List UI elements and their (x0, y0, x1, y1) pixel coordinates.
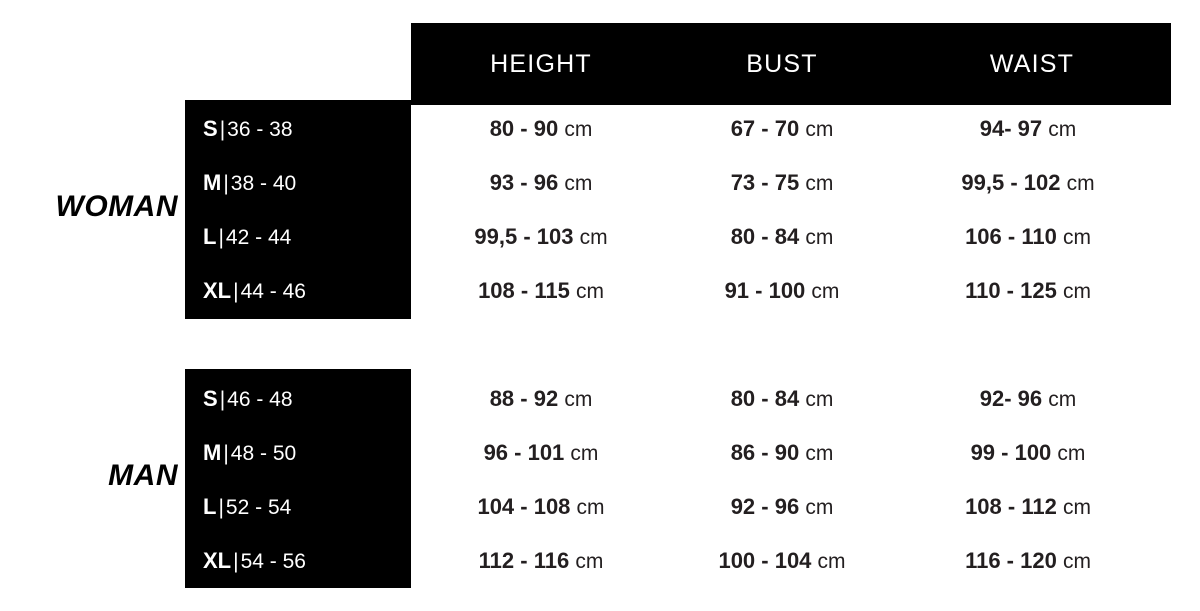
cell-height-unit: cm (564, 172, 593, 195)
cell-waist-value: 94- 97 (979, 116, 1043, 141)
size-label (203, 278, 413, 304)
size-separator: | (223, 172, 229, 195)
size-separator: | (233, 550, 239, 573)
size-eu: 46 - 48 (227, 388, 293, 411)
size-label (203, 170, 413, 196)
cell-bust-value: 100 - 104 (718, 548, 812, 573)
size-label (203, 494, 413, 520)
cell-waist (893, 440, 1163, 466)
cell-height-unit: cm (576, 496, 605, 519)
size-code: L (203, 494, 217, 519)
cell-waist-unit: cm (1062, 280, 1091, 303)
size-eu: 48 - 50 (230, 442, 297, 465)
cell-height (411, 224, 671, 250)
cell-waist (893, 224, 1163, 250)
size-eu: 52 - 54 (225, 496, 292, 519)
cell-bust-value: 80 - 84 (730, 224, 800, 249)
cell-bust-unit: cm (805, 118, 834, 141)
cell-waist (893, 494, 1163, 520)
size-code: S (203, 386, 218, 411)
column-header-waist: WAIST (989, 50, 1075, 78)
size-separator: | (219, 118, 226, 141)
cell-bust-value: 73 - 75 (730, 170, 800, 195)
size-code: L (203, 224, 217, 249)
cell-waist (893, 278, 1163, 304)
size-code: M (203, 170, 222, 195)
cell-waist (893, 386, 1163, 412)
cell-height-value: 108 - 115 (478, 278, 570, 303)
cell-bust-unit: cm (805, 442, 834, 465)
cell-height-unit: cm (575, 280, 604, 303)
cell-height-unit: cm (579, 226, 608, 249)
cell-waist-unit: cm (1048, 388, 1077, 411)
cell-bust (671, 386, 893, 412)
size-eu: 42 - 44 (225, 226, 292, 249)
cell-height-unit: cm (564, 388, 593, 411)
cell-bust-unit: cm (805, 226, 834, 249)
cell-height (411, 116, 671, 142)
size-code: XL (203, 548, 232, 573)
table-row (0, 104, 1200, 159)
cell-height-unit: cm (570, 442, 599, 465)
cell-bust-value: 91 - 100 (724, 278, 806, 303)
cell-waist-unit: cm (1062, 550, 1091, 573)
size-label (203, 386, 413, 412)
size-code: S (203, 116, 218, 141)
cell-waist (893, 548, 1163, 574)
cell-bust-value: 92 - 96 (730, 494, 800, 519)
cell-waist-value: 99 - 100 (970, 440, 1052, 465)
size-separator: | (218, 496, 224, 519)
cell-bust-value: 67 - 70 (730, 116, 800, 141)
cell-bust-unit: cm (805, 388, 834, 411)
cell-height-value: 104 - 108 (477, 494, 571, 519)
cell-bust-value: 80 - 84 (730, 386, 800, 411)
cell-waist-unit: cm (1048, 118, 1077, 141)
size-label (203, 548, 413, 574)
cell-waist-value: 108 - 112 (965, 494, 1057, 519)
table-row (0, 482, 1200, 537)
cell-height-value: 99,5 - 103 (474, 224, 574, 249)
group-label-woman: WOMAN (55, 190, 178, 223)
cell-waist (893, 170, 1163, 196)
cell-waist-unit: cm (1066, 172, 1095, 195)
table-row (0, 374, 1200, 429)
cell-bust (671, 170, 893, 196)
cell-height (411, 548, 671, 574)
cell-height-value: 112 - 116 (478, 548, 570, 573)
cell-height-unit: cm (564, 118, 593, 141)
table-row (0, 158, 1200, 213)
size-separator: | (219, 388, 226, 411)
cell-waist-unit: cm (1062, 496, 1091, 519)
cell-bust (671, 278, 893, 304)
size-separator: | (223, 442, 229, 465)
size-eu: 54 - 56 (240, 550, 306, 573)
cell-bust-unit: cm (811, 280, 840, 303)
group-label-man: MAN (108, 459, 178, 492)
cell-height (411, 170, 671, 196)
size-eu: 44 - 46 (240, 280, 306, 303)
cell-waist-value: 110 - 125 (965, 278, 1057, 303)
size-separator: | (233, 280, 239, 303)
cell-waist-unit: cm (1062, 226, 1091, 249)
cell-waist-value: 99,5 - 102 (961, 170, 1061, 195)
size-code: XL (203, 278, 232, 303)
column-header-height: HEIGHT (490, 50, 592, 78)
table-row (0, 536, 1200, 591)
cell-height-value: 96 - 101 (483, 440, 565, 465)
table-row (0, 428, 1200, 483)
size-separator: | (218, 226, 224, 249)
cell-height (411, 386, 671, 412)
table-row (0, 266, 1200, 321)
cell-height-value: 80 - 90 (489, 116, 559, 141)
cell-bust-unit: cm (805, 496, 834, 519)
cell-bust (671, 116, 893, 142)
cell-waist-value: 92- 96 (979, 386, 1043, 411)
cell-bust (671, 494, 893, 520)
cell-bust-unit: cm (817, 550, 846, 573)
size-label (203, 116, 413, 142)
cell-waist-value: 106 - 110 (965, 224, 1057, 249)
size-eu: 36 - 38 (227, 118, 293, 141)
cell-bust (671, 440, 893, 466)
cell-bust-unit: cm (805, 172, 834, 195)
cell-height-unit: cm (575, 550, 604, 573)
table-row (0, 212, 1200, 267)
cell-waist-unit: cm (1057, 442, 1086, 465)
cell-height-value: 88 - 92 (489, 386, 559, 411)
cell-waist-value: 116 - 120 (965, 548, 1057, 573)
cell-height (411, 440, 671, 466)
size-code: M (203, 440, 222, 465)
cell-height (411, 278, 671, 304)
cell-waist (893, 116, 1163, 142)
cell-height-value: 93 - 96 (489, 170, 559, 195)
cell-bust (671, 548, 893, 574)
size-label (203, 224, 413, 250)
cell-bust (671, 224, 893, 250)
cell-height (411, 494, 671, 520)
size-label (203, 440, 413, 466)
cell-bust-value: 86 - 90 (730, 440, 800, 465)
column-header-bust: BUST (746, 50, 818, 78)
size-eu: 38 - 40 (230, 172, 297, 195)
